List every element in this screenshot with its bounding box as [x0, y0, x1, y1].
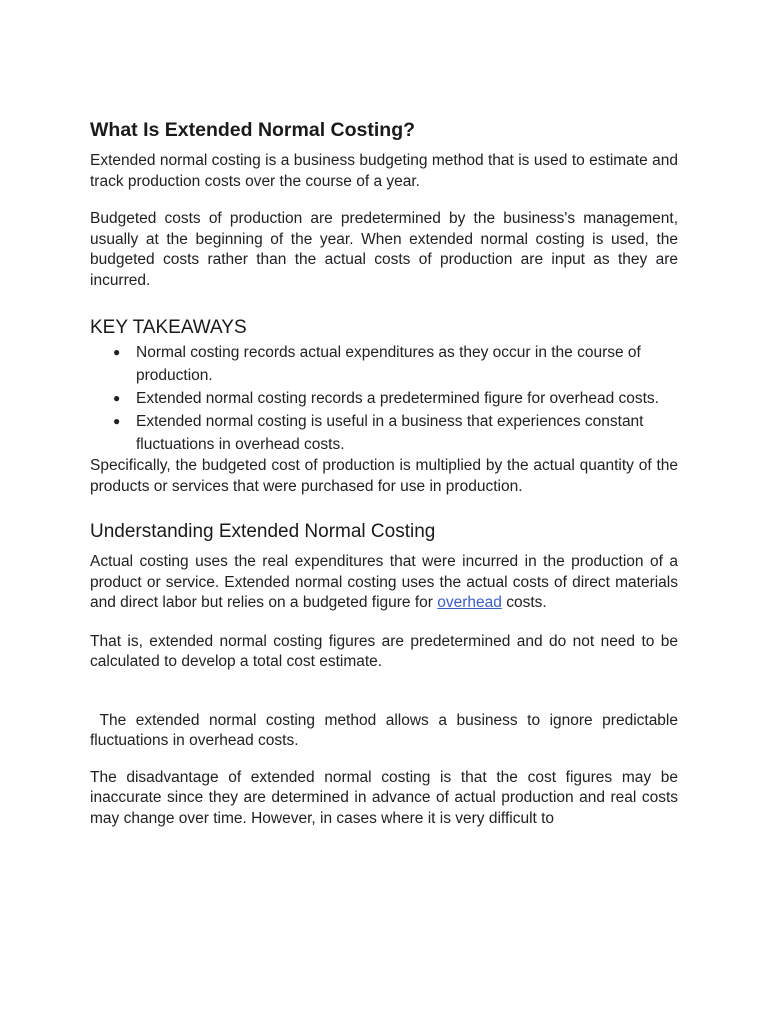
- list-item-text: Extended normal costing records a predetermined figure for overhead costs.: [136, 390, 659, 407]
- list-item: [110, 341, 678, 387]
- method-paragraph: The extended normal costing method allows a business to ignore predictable fluctuations in overhead costs.: [90, 711, 683, 749]
- bullet-icon: ●: [113, 391, 121, 405]
- predetermined-paragraph: That is, extended normal costing figures are predetermined and do not need to be calculated to develop a total cost estimate.: [90, 632, 678, 670]
- list-item: [110, 387, 678, 410]
- list-item: [110, 410, 678, 456]
- page-title: What Is Extended Normal Costing?: [90, 119, 416, 141]
- key-takeaways-list: [90, 341, 678, 456]
- key-takeaways-heading: KEY TAKEAWAYS: [90, 317, 247, 338]
- budgeted-costs-paragraph: Budgeted costs of production are predetermined by the business's management, usually at the beginning of the year. When extended normal costing is used, the budgeted costs rather than the actual costs of production are input as they are incurred.: [90, 210, 678, 289]
- document-page: [90, 117, 683, 829]
- intro-paragraph: Extended normal costing is a business budgeting method that is used to estimate and track production costs over the course of a year.: [90, 152, 678, 190]
- disadvantage-paragraph: The disadvantage of extended normal costing is that the cost figures may be inaccurate since they are determined in advance of actual production and real costs may change over time. However, in cases where it is very difficult to: [90, 768, 678, 827]
- bullet-icon: ●: [113, 345, 121, 359]
- list-item-text: Normal costing records actual expenditures as they occur in the course of production.: [136, 344, 641, 384]
- actual-costing-paragraph: [90, 552, 678, 614]
- list-item-text: Extended normal costing is useful in a business that experiences constant fluctuations in overhead costs.: [136, 413, 644, 453]
- specifically-paragraph: Specifically, the budgeted cost of production is multiplied by the actual quantity of the products or services that were purchased for use in production.: [90, 457, 678, 495]
- section-heading: Understanding Extended Normal Costing: [90, 521, 436, 542]
- paragraph-text: Actual costing uses the real expenditures that were incurred in the production of a product or service. Extended normal costing uses the actual costs of direct materials and direct labor but relies on a budgeted figure for: [90, 553, 678, 611]
- overhead-link[interactable]: overhead: [437, 594, 502, 611]
- bullet-icon: ●: [113, 414, 121, 428]
- paragraph-text: costs.: [501, 594, 547, 611]
